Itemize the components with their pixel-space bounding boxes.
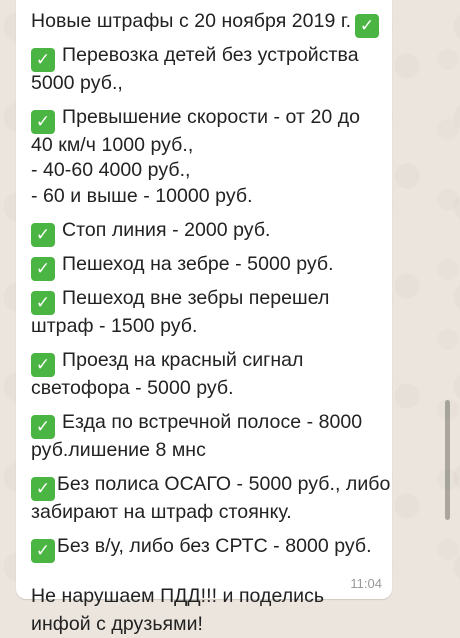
- closing-line: Не нарушаем ПДД!!! и поделись: [31, 585, 325, 607]
- check-mark-icon: ✓: [31, 110, 55, 134]
- list-item-cont: - 60 и выше - 10000 руб.: [31, 185, 253, 207]
- scrollbar[interactable]: [445, 400, 450, 520]
- list-item-cont: руб.лишение 8 мнс: [31, 439, 206, 461]
- check-mark-icon: ✓: [31, 291, 55, 315]
- check-mark-icon: ✓: [31, 353, 55, 377]
- check-mark-icon: ✓: [31, 48, 55, 72]
- list-item: ✓ Пешеход на зебре - 5000 руб.: [31, 250, 392, 278]
- list-item: ✓ Стоп линия - 2000 руб.: [31, 216, 392, 244]
- message-title-line: Новые штрафы с 20 ноября 2019 г. ✓: [31, 7, 392, 35]
- list-item: ✓ Превышение скорости - от 20 до: [31, 103, 392, 131]
- check-mark-icon: ✓: [31, 257, 55, 281]
- list-item-cont: 40 км/ч 1000 руб.,: [31, 134, 194, 156]
- list-item-cont: светофора - 5000 руб.: [31, 377, 234, 399]
- list-item: ✓ Перевозка детей без устройства: [31, 41, 392, 69]
- check-mark-icon: ✓: [31, 477, 55, 501]
- list-item-cont: 5000 руб.,: [31, 72, 123, 94]
- closing-line: инфой с друзьями!: [31, 613, 204, 635]
- list-item: ✓ Без в/у, либо без СРТС - 8000 руб.: [31, 532, 392, 560]
- list-item-cont: штраф - 1500 руб.: [31, 315, 198, 337]
- list-item: ✓ Пешеход вне зебры перешел: [31, 284, 392, 312]
- list-item: ✓ Без полиса ОСАГО - 5000 руб., либо: [31, 470, 392, 498]
- list-item: ✓ Езда по встречной полосе - 8000: [31, 408, 392, 436]
- list-item: ✓ Проезд на красный сигнал: [31, 346, 392, 374]
- message-text: [31, 7, 392, 638]
- check-mark-icon: ✓: [31, 539, 55, 563]
- message-bubble[interactable]: [16, 0, 392, 635]
- check-mark-icon: ✓: [355, 14, 379, 38]
- message-timestamp: 11:04: [350, 576, 382, 591]
- check-mark-icon: ✓: [31, 415, 55, 439]
- check-mark-icon: ✓: [31, 223, 55, 247]
- list-item-cont: забирают на штраф стоянку.: [31, 501, 292, 523]
- list-item-cont: - 40-60 4000 руб.,: [31, 159, 191, 181]
